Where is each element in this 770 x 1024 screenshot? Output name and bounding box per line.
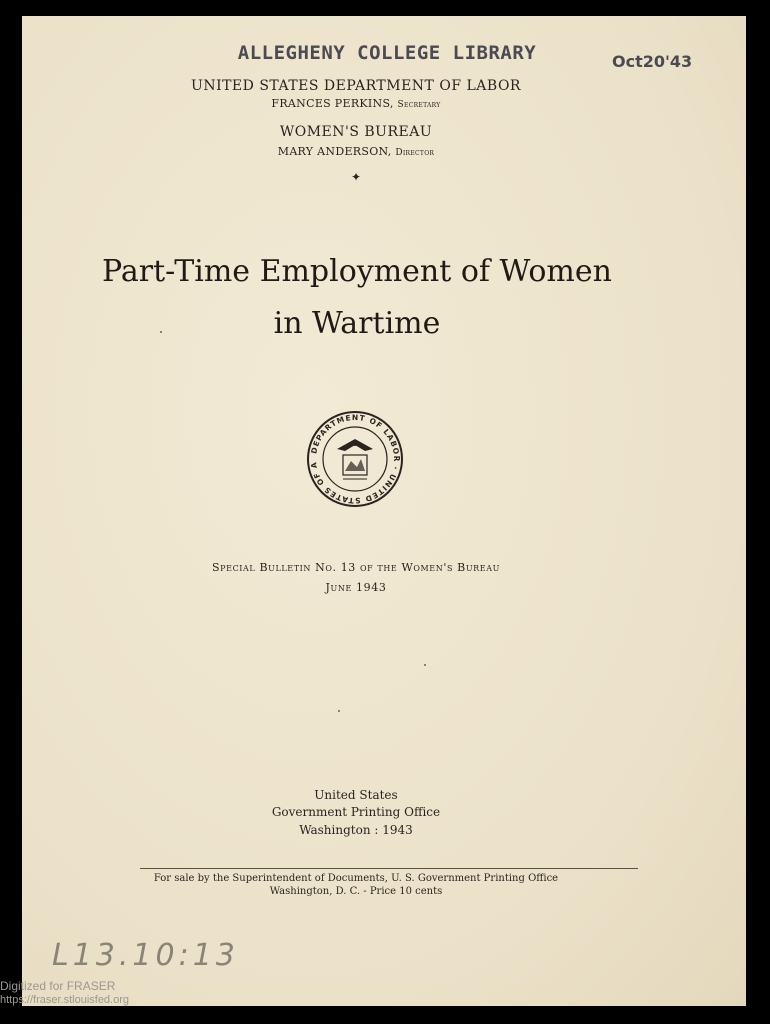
watermark-line-1: Digitized for FRASER <box>0 979 116 993</box>
sale-line-1: For sale by the Superintendent of Documents, U. S. Government Printing Office <box>153 873 559 884</box>
speck <box>338 710 340 712</box>
bulletin-date: June 1943 <box>325 581 387 594</box>
ornament: ✦ <box>350 170 362 184</box>
director-title: Director <box>395 148 435 158</box>
divider <box>140 868 638 869</box>
handwritten-call-number: L13.10:13 <box>52 938 239 973</box>
director-name: MARY ANDERSON, <box>277 145 392 158</box>
department-seal-icon <box>305 409 405 509</box>
publisher-line-3: Washington : 1943 <box>299 823 413 837</box>
secretary-title: Secretary <box>397 100 441 110</box>
publisher-line-2: Government Printing Office <box>271 805 441 819</box>
title-line-2: in Wartime <box>273 306 441 341</box>
svg-text:DEPARTMENT OF LABOR · UNITED S: DEPARTMENT OF LABOR · UNITED STATES OF A <box>308 412 402 506</box>
speck <box>424 664 426 666</box>
watermark-line-2[interactable]: https://fraser.stlouisfed.org <box>0 994 130 1006</box>
director-line <box>22 145 690 158</box>
date-stamp: Oct20'43 <box>612 52 693 71</box>
sale-line-2: Washington, D. C. - Price 10 cents <box>269 886 443 897</box>
bureau-name: WOMEN'S BUREAU <box>279 124 433 140</box>
library-stamp: ALLEGHENY COLLEGE LIBRARY <box>237 42 537 64</box>
secretary-line <box>22 97 690 110</box>
document-page <box>22 16 746 1006</box>
title-line-1: Part-Time Employment of Women <box>102 254 612 289</box>
bulletin-line: Special Bulletin No. 13 of the Women's Bureau <box>212 561 500 574</box>
secretary-name: FRANCES PERKINS, <box>271 97 394 110</box>
department-name: UNITED STATES DEPARTMENT OF LABOR <box>191 78 521 94</box>
publisher-line-1: United States <box>314 788 398 802</box>
speck <box>160 331 162 333</box>
